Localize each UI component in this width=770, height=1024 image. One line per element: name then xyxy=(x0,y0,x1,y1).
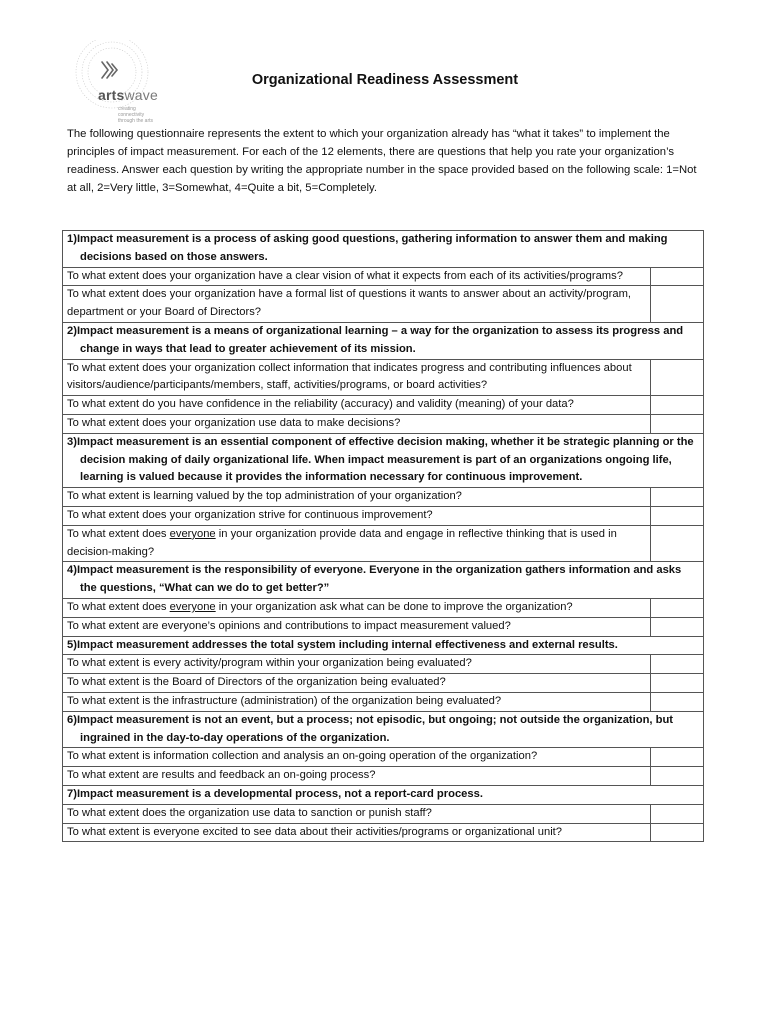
question-row xyxy=(63,674,704,693)
section-heading-row xyxy=(63,562,704,599)
section-heading-text: 4)Impact measurement is the responsibility of everyone. Everyone in the organization gathers information and asks the questions, “What can we do to get better?” xyxy=(67,564,682,595)
question-row xyxy=(63,598,704,617)
question-text: To what extent does everyone in your organization provide data and engage in reflective thinking that is used in decision-making? xyxy=(63,525,651,562)
question-text: To what extent are everyone’s opinions and contributions to impact measurement valued? xyxy=(63,617,651,636)
answer-cell[interactable] xyxy=(651,748,704,767)
logo-wordmark: artswave xyxy=(98,87,158,103)
question-row xyxy=(63,396,704,415)
answer-cell[interactable] xyxy=(651,525,704,562)
question-row xyxy=(63,286,704,323)
section-heading-row xyxy=(63,785,704,804)
question-row xyxy=(63,488,704,507)
question-text: To what extent is learning valued by the top administration of your organization? xyxy=(63,488,651,507)
section-heading xyxy=(63,711,704,748)
question-text: To what extent does your organization collect information that indicates progress and contributing influences about visitors/audience/participants/members, staff, activities/programs, or board activities? xyxy=(63,359,651,396)
section-heading-text: 6)Impact measurement is not an event, but a process; not episodic, but ongoing; not outside the organization, but ingrained in the day-to-day operations of the organization. xyxy=(67,713,674,744)
question-row xyxy=(63,617,704,636)
question-row xyxy=(63,804,704,823)
assessment-table xyxy=(62,230,704,842)
answer-cell[interactable] xyxy=(651,617,704,636)
question-text: To what extent is the Board of Directors of the organization being evaluated? xyxy=(63,674,651,693)
section-heading-text: 2)Impact measurement is a means of organizational learning – a way for the organization to assess its progress and change in ways that lead to greater achievement of its mission. xyxy=(67,324,684,355)
question-text: To what extent does the organization use data to sanction or punish staff? xyxy=(63,804,651,823)
question-text: To what extent is the infrastructure (administration) of the organization being evaluated? xyxy=(63,692,651,711)
answer-cell[interactable] xyxy=(651,804,704,823)
question-row xyxy=(63,267,704,286)
answer-cell[interactable] xyxy=(651,767,704,786)
question-row xyxy=(63,748,704,767)
question-text: To what extent are results and feedback an on-going process? xyxy=(63,767,651,786)
answer-cell[interactable] xyxy=(651,359,704,396)
page-title: Organizational Readiness Assessment xyxy=(251,72,519,88)
intro-paragraph: The following questionnaire represents the extent to which your organization already has “what it takes” to implement the principles of impact measurement. For each of the 12 elements, there are questions that help you rate your organization’s readiness. Answer each question by writing the appropriate number in the space provided based on the following scale: 1=Not at all, 2=Very little, 3=Somewhat, 4=Quite a bit, 5=Completely. xyxy=(67,128,697,194)
question-row xyxy=(63,767,704,786)
section-heading-row xyxy=(63,711,704,748)
question-text: To what extent does your organization use data to make decisions? xyxy=(63,414,651,433)
section-heading xyxy=(63,636,704,655)
section-heading-text: 5)Impact measurement addresses the total system including internal effectiveness and external results. xyxy=(67,638,618,651)
section-heading-row xyxy=(63,433,704,487)
question-text: To what extent does your organization have a clear vision of what it expects from each of its activities/programs? xyxy=(63,267,651,286)
section-heading xyxy=(63,231,704,268)
emphasis-word: everyone xyxy=(169,527,216,540)
question-text: To what extent is everyone excited to see data about their activities/programs or organizational unit? xyxy=(63,823,651,842)
question-row xyxy=(63,359,704,396)
question-text: To what extent does your organization strive for continuous improvement? xyxy=(63,506,651,525)
question-text: To what extent is information collection and analysis an on-going operation of the organization? xyxy=(63,748,651,767)
section-heading-text: 3)Impact measurement is an essential component of effective decision making, whether it be strategic planning or the decision making of daily organizational life. When impact measurement is part of an organizations ongoing life, learning is valued because it provides the information necessary for continuous improvement. xyxy=(67,435,694,484)
answer-cell[interactable] xyxy=(651,692,704,711)
section-heading xyxy=(63,322,704,359)
question-text: To what extent does your organization have a formal list of questions it wants to answer about an activity/program, department or your Board of Directors? xyxy=(63,286,651,323)
answer-cell[interactable] xyxy=(651,396,704,415)
section-heading xyxy=(63,433,704,487)
question-text: To what extent does everyone in your organization ask what can be done to improve the organization? xyxy=(63,598,651,617)
emphasis-word: everyone xyxy=(169,600,216,613)
section-heading-row xyxy=(63,322,704,359)
question-text: To what extent do you have confidence in the reliability (accuracy) and validity (meaning) of your data? xyxy=(63,396,651,415)
question-text: To what extent is every activity/program within your organization being evaluated? xyxy=(63,655,651,674)
section-heading-text: 1)Impact measurement is a process of asking good questions, gathering information to answer them and making decisions based on those answers. xyxy=(67,233,668,263)
answer-cell[interactable] xyxy=(651,598,704,617)
question-row xyxy=(63,525,704,562)
answer-cell[interactable] xyxy=(651,488,704,507)
section-heading xyxy=(63,785,704,804)
section-heading-text: 7)Impact measurement is a developmental process, not a report-card process. xyxy=(67,787,483,800)
section-heading-row xyxy=(63,231,704,268)
answer-cell[interactable] xyxy=(651,286,704,323)
answer-cell[interactable] xyxy=(651,267,704,286)
section-heading xyxy=(63,562,704,599)
question-row xyxy=(63,692,704,711)
question-row xyxy=(63,506,704,525)
answer-cell[interactable] xyxy=(651,506,704,525)
question-row xyxy=(63,414,704,433)
answer-cell[interactable] xyxy=(651,823,704,842)
logo-tagline: creating connectivity through the arts xyxy=(118,106,154,124)
answer-cell[interactable] xyxy=(651,414,704,433)
answer-cell[interactable] xyxy=(651,655,704,674)
question-row xyxy=(63,655,704,674)
question-row xyxy=(63,823,704,842)
section-heading-row xyxy=(63,636,704,655)
answer-cell[interactable] xyxy=(651,674,704,693)
